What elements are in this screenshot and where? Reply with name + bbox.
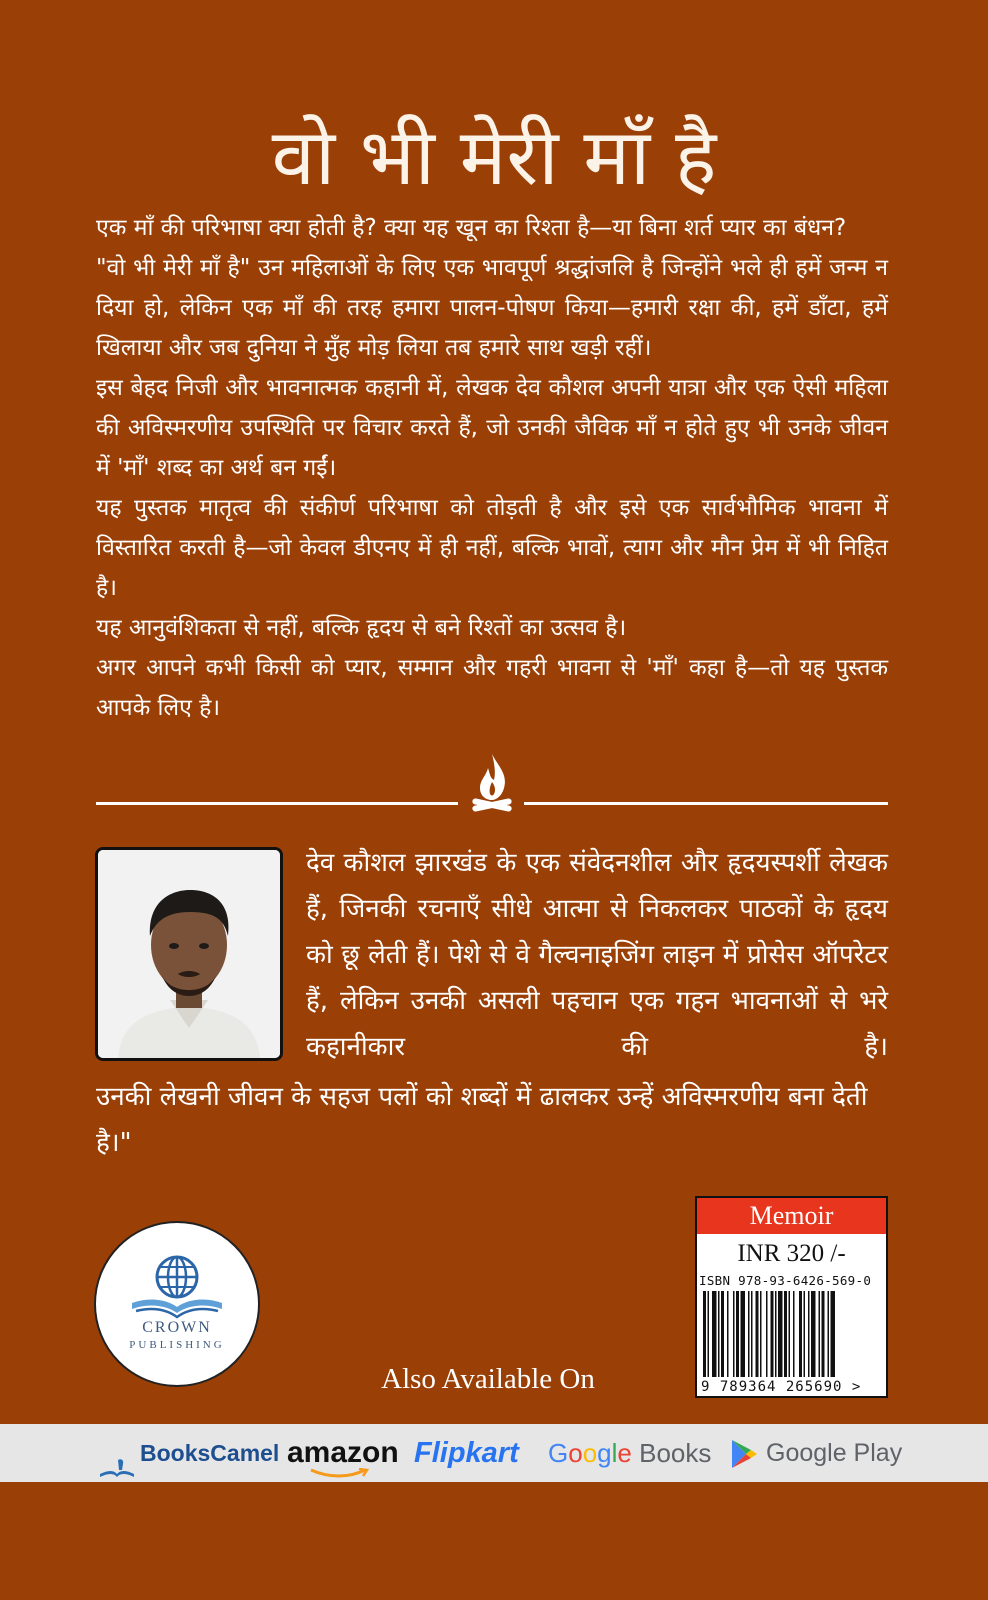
also-available-heading: Also Available On: [381, 1363, 595, 1395]
bookscamel-icon: [98, 1443, 136, 1467]
author-bio-top: देव कौशल झारखंड के एक संवेदनशील और हृदयस्पर्शी लेखक हैं, जिनकी रचनाएँ सीधे आत्मा से निकलकर पाठकों के हृदय को छू लेती हैं। पेशे से वे गैल्वनाइजिंग लाइन में प्रोसेस ऑपरेटर हैं, लेकिन उनकी असली पहचान एक गहन भावनाओं से भरे कहानीकार की है।: [306, 848, 888, 1062]
barcode: [701, 1291, 883, 1379]
google-play-icon: [730, 1438, 758, 1470]
author-bio-bottom: उनकी लेखनी जीवन के सहज पलों को शब्दों में ढालकर उन्हें अविस्मरणीय बना देती है।": [96, 1082, 868, 1158]
blurb-paragraph: यह आनुवंशिकता से नहीं, बल्कि हृदय से बने रिश्तों का उत्सव है।: [96, 615, 627, 641]
price-label: INR 320 /-: [737, 1240, 846, 1267]
amazon-smile-icon: [309, 1468, 369, 1478]
divider-line-right: [524, 802, 888, 805]
genre-label: Memoir: [697, 1198, 886, 1234]
author-photo: [95, 847, 283, 1061]
publisher-name-line2: PUBLISHING: [129, 1339, 225, 1351]
store-label: BooksCamel: [140, 1440, 280, 1466]
publisher-name-line1: CROWN: [142, 1319, 212, 1336]
store-google-books[interactable]: Google Books: [548, 1438, 712, 1468]
blurb-paragraph: एक माँ की परिभाषा क्या होती है? क्या यह खून का रिश्ता है—या बिना शर्त प्यार का बंधन?: [96, 215, 847, 241]
blurb-paragraph: इस बेहद निजी और भावनात्मक कहानी में, लेखक देव कौशल अपनी यात्रा और एक ऐसी महिला की अविस्मरणीय उपस्थिति पर विचार करते हैं, जो उनकी जैविक माँ न होते हुए भी उनके जीवन में 'माँ' शब्द का अर्थ बन गईं।: [96, 375, 888, 481]
store-bookscamel[interactable]: [98, 1424, 279, 1482]
store-label: amazon: [287, 1436, 399, 1469]
ornament-divider: [96, 752, 888, 814]
price-barcode-box: [695, 1196, 888, 1398]
book-title: वो भी मेरी माँ है: [271, 113, 717, 203]
book-blurb: [96, 208, 888, 728]
blurb-paragraph: "वो भी मेरी माँ है" उन महिलाओं के लिए एक भावपूर्ण श्रद्धांजलि है जिन्होंने भले ही हमें जन्म न दिया हो, लेकिन एक माँ की तरह हमारा पालन-पोषण किया—हमारी रक्षा की, हमें डाँटा, हमें खिलाया और जब दुनिया ने मुँह मोड़ लिया तब हमारे साथ खड़ी रहीं।: [96, 255, 888, 361]
store-flipkart[interactable]: Flipkart: [414, 1437, 519, 1469]
store-amazon[interactable]: [287, 1424, 399, 1482]
ean-number: 9 789364 265690 >: [701, 1379, 862, 1395]
campfire-icon: [468, 752, 516, 818]
isbn-label: ISBN 978-93-6426-569-0: [699, 1273, 872, 1288]
store-logos-strip: [0, 1424, 988, 1482]
blurb-paragraph: अगर आपने कभी किसी को प्यार, सम्मान और गहरी भावना से 'माँ' कहा है—तो यह पुस्तक आपके लिए है।: [96, 655, 888, 721]
divider-line-left: [96, 802, 458, 805]
store-google-play[interactable]: [730, 1424, 902, 1482]
blurb-paragraph: यह पुस्तक मातृत्व की संकीर्ण परिभाषा को तोड़ती है और इसे एक सार्वभौमिक भावना में विस्तारित करती है—जो केवल डीएनए में ही नहीं, बल्कि भावों, त्याग और मौन प्रेम में भी निहित है।: [96, 495, 888, 601]
store-label: Books: [639, 1438, 712, 1468]
store-label: Google Play: [766, 1439, 903, 1467]
publisher-logo: [94, 1221, 260, 1387]
